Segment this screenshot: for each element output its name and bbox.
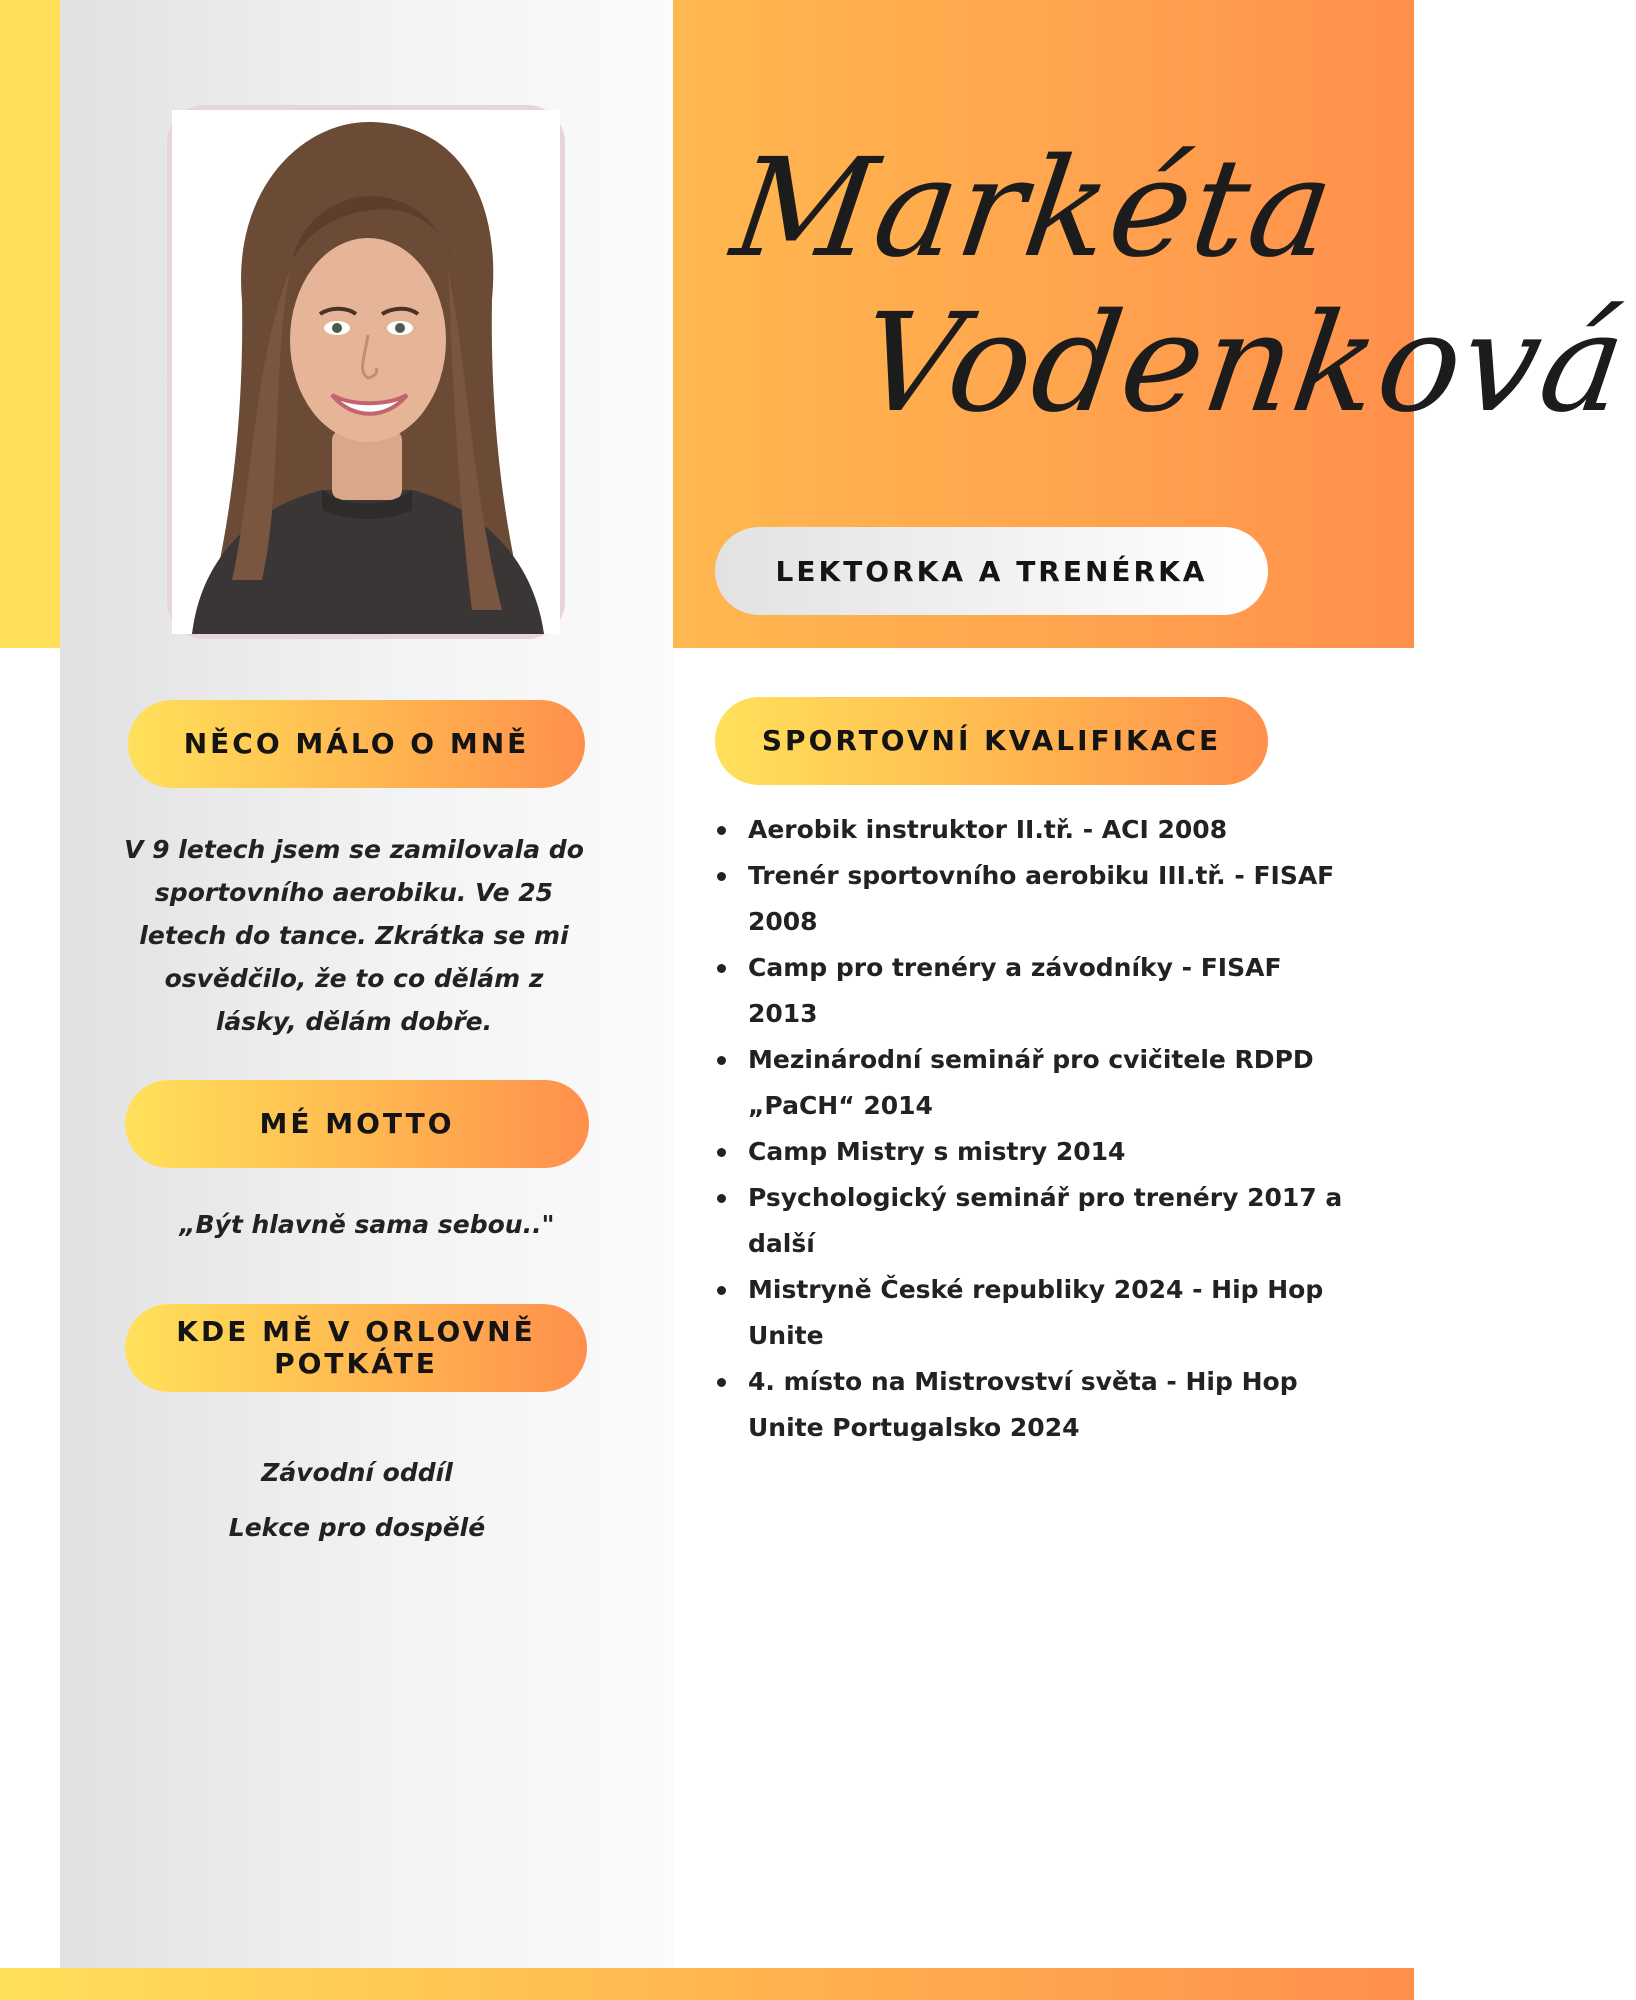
qualification-item: Psychologický seminář pro trenéry 2017 a další bbox=[714, 1175, 1354, 1267]
where-heading: KDE MĚ V ORLOVNĚ POTKÁTE bbox=[176, 1315, 536, 1380]
about-heading-pill bbox=[128, 700, 585, 788]
profile-photo bbox=[167, 105, 565, 639]
qualification-item: Camp Mistry s mistry 2014 bbox=[714, 1129, 1354, 1175]
bottom-bar bbox=[0, 1968, 1414, 2000]
where-list bbox=[125, 1445, 589, 1555]
portrait-illustration bbox=[172, 110, 560, 634]
motto-heading-pill bbox=[125, 1080, 589, 1168]
role-label: LEKTORKA A TRENÉRKA bbox=[775, 554, 1208, 588]
motto-heading: MÉ MOTTO bbox=[259, 1107, 455, 1140]
role-badge bbox=[715, 527, 1268, 615]
where-heading-pill bbox=[125, 1304, 587, 1392]
qualifications-heading: SPORTOVNÍ KVALIFIKACE bbox=[761, 724, 1222, 757]
last-name: Vodenková bbox=[850, 285, 1636, 443]
left-yellow-strip bbox=[0, 0, 60, 648]
qualifications-list bbox=[714, 807, 1354, 1451]
qualification-item: 4. místo na Mistrovství světa - Hip Hop Unite Portugalsko 2024 bbox=[714, 1359, 1354, 1451]
about-text: V 9 letech jsem se zamilovala do sportovního aerobiku. Ve 25 letech do tance. Zkrátka se mi osvědčilo, že to co dělám z lásky, dělám dobře. bbox=[124, 835, 584, 1036]
qualification-item: Camp pro trenéry a závodníky - FISAF 2013 bbox=[714, 945, 1354, 1037]
qualification-item: Mezinárodní seminář pro cvičitele RDPD „PaCH“ 2014 bbox=[714, 1037, 1354, 1129]
where-item: Závodní oddíl bbox=[261, 1458, 453, 1487]
first-name: Markéta bbox=[723, 130, 1345, 288]
qualification-item: Trenér sportovního aerobiku III.tř. - FISAF 2008 bbox=[714, 853, 1354, 945]
where-item: Lekce pro dospělé bbox=[228, 1513, 486, 1542]
qualification-item: Mistryně České republiky 2024 - Hip Hop Unite bbox=[714, 1267, 1354, 1359]
qualifications-heading-pill bbox=[715, 697, 1268, 785]
qualification-item: Aerobik instruktor II.tř. - ACI 2008 bbox=[714, 807, 1354, 853]
motto-text: „Být hlavně sama sebou.." bbox=[179, 1210, 555, 1239]
about-heading: NĚCO MÁLO O MNĚ bbox=[183, 727, 530, 760]
